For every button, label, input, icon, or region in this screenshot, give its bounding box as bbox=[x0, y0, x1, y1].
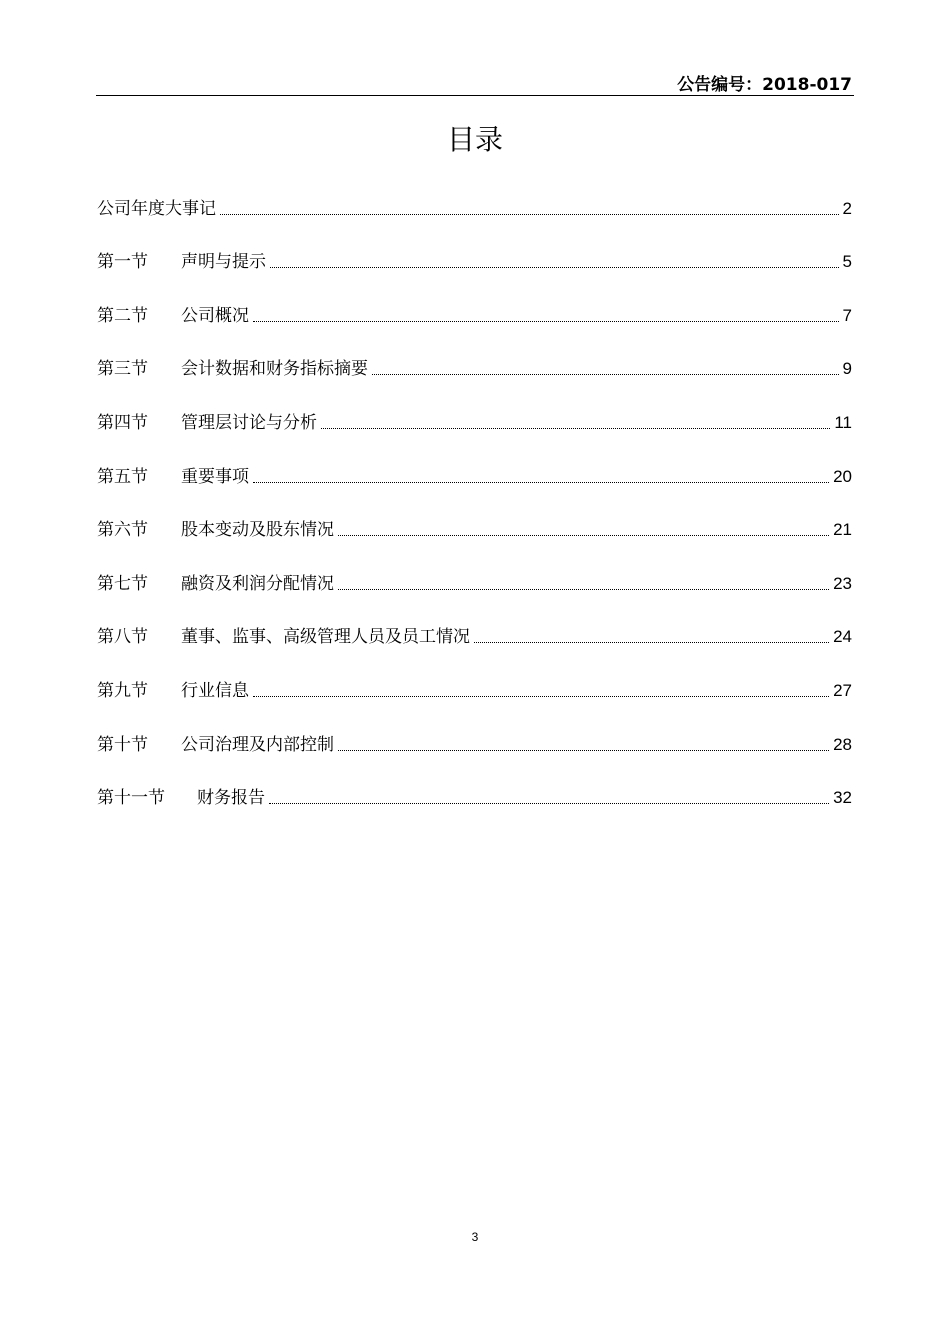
toc-entry-section-3[interactable] bbox=[97, 354, 852, 408]
toc-entry-section-1[interactable] bbox=[97, 247, 852, 301]
page-title: 目录 bbox=[446, 123, 503, 156]
toc-entry-section-5[interactable] bbox=[97, 461, 852, 515]
toc-entry-page: 32 bbox=[833, 788, 852, 808]
toc-entry-title: 会计数据和财务指标摘要 bbox=[181, 359, 368, 380]
toc-entry-section-4[interactable] bbox=[97, 407, 852, 461]
toc-entry-section: 第二节 bbox=[97, 305, 148, 326]
toc-entry-title: 行业信息 bbox=[181, 680, 249, 701]
toc-leader-dots bbox=[253, 482, 829, 483]
toc-entry-page: 28 bbox=[833, 734, 852, 754]
toc-leader-dots bbox=[474, 642, 829, 643]
toc-entry-section: 第三节 bbox=[97, 359, 148, 380]
toc-entry-section-7[interactable] bbox=[97, 568, 852, 622]
toc-entry-section-6[interactable] bbox=[97, 515, 852, 569]
toc-entry-section: 第九节 bbox=[97, 680, 148, 701]
toc-leader-dots bbox=[321, 428, 830, 429]
toc-entry-section: 第八节 bbox=[97, 627, 148, 648]
toc-entry-section-2[interactable] bbox=[97, 300, 852, 354]
toc-entry-section: 第五节 bbox=[97, 466, 148, 487]
toc-entry-title: 公司年度大事记 bbox=[97, 198, 216, 219]
toc-entry-page: 2 bbox=[842, 198, 852, 218]
toc-entry-section-10[interactable] bbox=[97, 729, 852, 783]
toc-entry-section-11[interactable] bbox=[97, 783, 852, 837]
toc-entry-section: 第七节 bbox=[97, 573, 148, 594]
toc-leader-dots bbox=[220, 214, 839, 215]
page-number: 3 bbox=[471, 1230, 479, 1244]
toc-entry-page: 20 bbox=[833, 466, 852, 486]
toc-leader-dots bbox=[253, 696, 829, 697]
toc-entry-page: 27 bbox=[833, 680, 852, 700]
toc-entry-section: 第十节 bbox=[97, 734, 148, 755]
toc-entry-section: 第六节 bbox=[97, 520, 148, 541]
toc-leader-dots bbox=[270, 267, 839, 268]
toc-entry-annual-events[interactable] bbox=[97, 193, 852, 247]
toc-entry-page: 7 bbox=[842, 305, 852, 325]
toc-entry-title: 公司概况 bbox=[181, 305, 249, 326]
toc-entry-title: 财务报告 bbox=[197, 788, 265, 809]
toc-entry-title: 声明与提示 bbox=[181, 252, 266, 273]
toc-leader-dots bbox=[372, 374, 839, 375]
toc-entry-page: 24 bbox=[833, 627, 852, 647]
toc-entry-page: 11 bbox=[834, 412, 852, 432]
toc-entry-page: 23 bbox=[833, 573, 852, 593]
toc-leader-dots bbox=[338, 750, 829, 751]
toc-entry-section: 第十一节 bbox=[97, 788, 165, 809]
toc-entry-title: 管理层讨论与分析 bbox=[181, 412, 317, 433]
toc-entry-title: 融资及利润分配情况 bbox=[181, 573, 334, 594]
toc-entry-title: 重要事项 bbox=[181, 466, 249, 487]
toc-entry-section: 第四节 bbox=[97, 412, 148, 433]
toc-entry-section-9[interactable] bbox=[97, 675, 852, 729]
announcement-number: 公告编号：2018-017 bbox=[677, 75, 852, 95]
table-of-contents bbox=[97, 193, 852, 836]
toc-entry-title: 董事、监事、高级管理人员及员工情况 bbox=[181, 627, 470, 648]
toc-entry-section: 第一节 bbox=[97, 252, 148, 273]
toc-entry-page: 9 bbox=[842, 359, 852, 379]
toc-entry-page: 21 bbox=[833, 520, 852, 540]
toc-leader-dots bbox=[253, 321, 839, 322]
toc-leader-dots bbox=[269, 803, 829, 804]
toc-leader-dots bbox=[338, 589, 829, 590]
toc-entry-title: 公司治理及内部控制 bbox=[181, 734, 334, 755]
toc-leader-dots bbox=[338, 535, 829, 536]
toc-entry-section-8[interactable] bbox=[97, 622, 852, 676]
page-header bbox=[96, 62, 854, 96]
toc-entry-title: 股本变动及股东情况 bbox=[181, 520, 334, 541]
toc-entry-page: 5 bbox=[842, 252, 852, 272]
